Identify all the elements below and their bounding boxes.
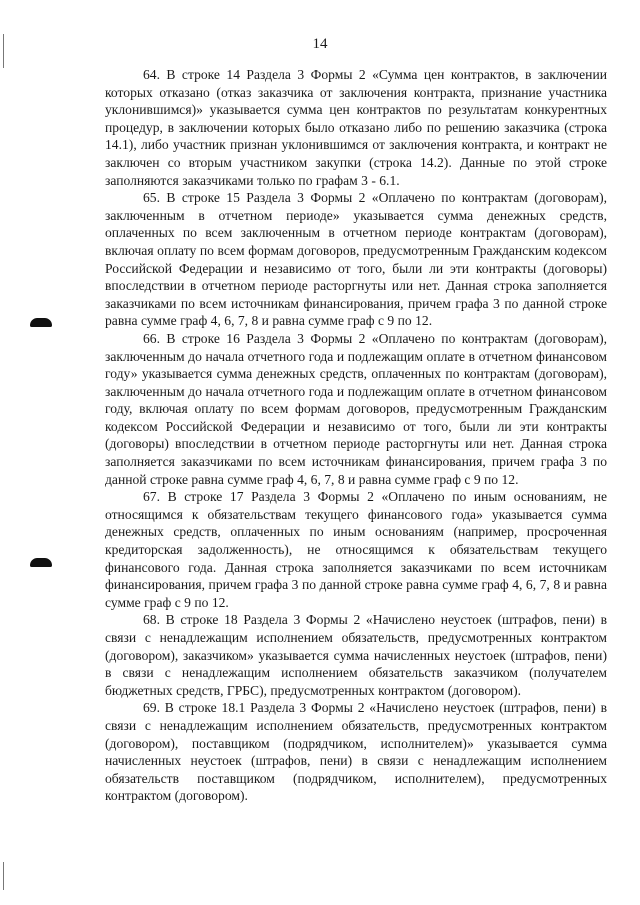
paragraph-67: 67. В строке 17 Раздела 3 Формы 2 «Оплачено по иным основаниям, не относящимся к обязательствам текущего финансового года» указывается сумма денежных средств, оплаченных по иным основаниям (например, просроченная кредиторская задолженность), не относящимся к обязательствам текущего финансового года. Данная строка заполняется заказчиками по всем источникам финансирования, причем графа 3 по данной строке равна сумме граф 4, 6, 7, 8 и равна сумме граф с 9 по 12.: [105, 489, 607, 610]
paragraph-66: 66. В строке 16 Раздела 3 Формы 2 «Оплачено по контрактам (договорам), заключенным до начала отчетного года и подлежащим оплате в отчетном финансовом году» указывается сумма денежных средств, оплаченных по контрактам (договорам), заключенным до начала отчетного года и подлежащим оплате в отчетном финансовом году, включая оплату по всем формам договоров, предусмотренным Гражданским кодексом Российской Федерации и независимо от того, были ли эти контракты (договоры) впоследствии в отчетном периоде расторгнуты или нет. Данная строка заполняется заказчиками по всем источникам финансирования, причем графа 3 по данной строке равна сумме граф 4, 6, 7, 8 и равна сумме граф с 9 по 12.: [105, 330, 607, 487]
page-number: 14: [312, 36, 328, 52]
paragraph-68: 68. В строке 18 Раздела 3 Формы 2 «Начислено неустоек (штрафов, пени) в связи с ненадлежащим исполнением обязательств, предусмотренных контрактом (договором), заказчиком» указывается сумма начисленных неустоек (штрафов, пени) в связи с ненадлежащим исполнением обязательств заказчиком (получателем бюджетных средств, ГРБС), предусмотренных контрактом (договором).: [105, 612, 607, 698]
paragraph-64: 64. В строке 14 Раздела 3 Формы 2 «Сумма цен контрактов, в заключении которых отказано (отказ заказчика от заключения контракта, признание участника уклонившимся)» указывается сумма цен контрактов по результатам конкурентных процедур, в заключении которых было отказано либо по решению заказчика (строка 14.1), либо участник признан уклонившимся от заключения контракта, и контракт не заключен со вторым участником закупки (строка 14.2). Данные по этой строке заполняются заказчиками только по графам 3 - 6.1.: [105, 67, 607, 188]
document-body: [105, 66, 607, 805]
paragraph-69: 69. В строке 18.1 Раздела 3 Формы 2 «Начислено неустоек (штрафов, пени) в связи с ненадлежащим исполнением обязательств, предусмотренных контрактом (договором), поставщиком (подрядчиком, исполнителем)» указывается сумма начисленных неустоек (штрафов, пени) в связи с ненадлежащим исполнением обязательств поставщиком (подрядчиком, исполнителем), предусмотренных контрактом (договором).: [105, 700, 607, 804]
hole-punch-mark: [30, 558, 52, 567]
paragraph-65: 65. В строке 15 Раздела 3 Формы 2 «Оплачено по контрактам (договорам), заключенным в отчетном периоде» указывается сумма денежных средств, оплаченных по всем заключенным в отчетном периоде контрактам (договорам), включая оплату по всем формам договоров, предусмотренным Гражданским кодексом Российской Федерации и независимо от того, были ли эти контракты (договоры) впоследствии в отчетном периоде расторгнуты или нет. Данная строка заполняется заказчиками по всем источникам финансирования, причем графа 3 по данной строке равна сумме граф 4, 6, 7, 8 и равна сумме граф с 9 по 12.: [105, 190, 607, 329]
left-margin-rule-bottom: [3, 862, 4, 890]
hole-punch-mark: [30, 318, 52, 327]
